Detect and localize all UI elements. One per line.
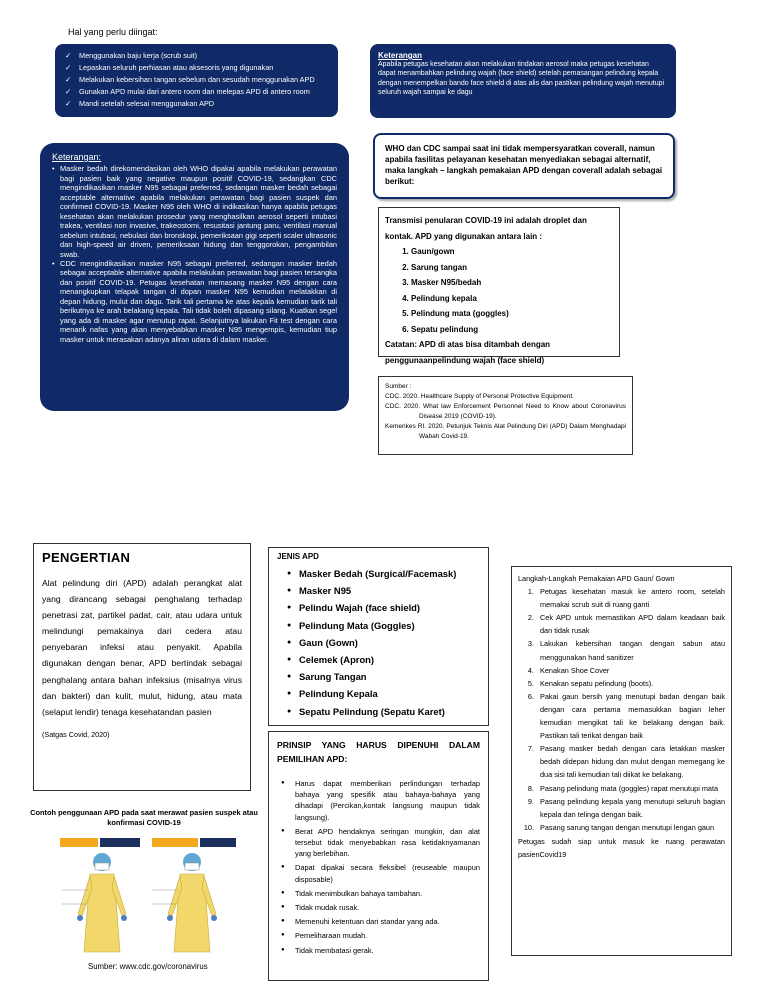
gown-step: 3. Lakukan kebersihan tangan dengan sabun atau menggunakan hand sanitizer <box>536 637 725 663</box>
gown-steps-title: Langkah-Langkah Pemakaian APD Gaun/ Gown <box>518 574 675 583</box>
apd-type-item: ● Sepatu Pelindung (Sepatu Karet) <box>287 703 480 720</box>
gown-step: 4. Kenakan Shoe Cover <box>536 664 725 677</box>
apd-list-item: 1. Gaun/gown <box>411 244 613 260</box>
source-entry: CDC. 2020. Healthcare Supply of Personal Protective Equipment. <box>385 393 574 400</box>
checklist-item: ✓ Melakukan kebersihan tangan sebelum dan sesudah menggunakan APD <box>65 74 328 86</box>
transmission-note: Catatan: APD di atas bisa ditambah dengan penggunaanpelindung wajah (face shield) <box>385 340 551 365</box>
principles-title: PRINSIP YANG HARUS DIPENUHI DALAM PEMILIHAN APD: <box>277 740 480 764</box>
mask-note-item: • CDC mengindikasikan masker N95 sebagai preferred, sedangan masker bedah sebagai acceptable alternative apabila melakukan perawatan bagi pasien tersangka dan positif COVID-19. Petugas kesehatan memasang masker N95 dengan cara menangkupkan telapak tangan di dopan masker N95 kemudian melatakkan di depan hidung, mulut dan dagu. Tarik tali pertama ke atas kepala kemudian tarik tali berikutnya ke arah belakang kepala. Tali tidak boleh dipasang silang. Kuatkan segel yang ada di masker agar menutup rapat. Selanjutnya lakukan Fit test dengan cara menarik nafas yang akan menyebabkan masker N95 mengempis, kemudian tiup masker untuk merasakan adanya aliran udara di dalam masker. <box>52 259 337 344</box>
apd-types-list <box>277 565 480 720</box>
definition-title: PENGERTIAN <box>42 550 131 565</box>
gown-step: 9. Pasang pelindung kepala yang menutupi seluruh bagian kepala dan telinga dengan baik. <box>536 795 725 821</box>
example-caption: Contoh penggunaan APD pada saat merawat pasien suspek atau konfirmasi COVID-19 <box>30 808 258 827</box>
principle-item: ● Tidak membatasi gerak. <box>281 945 480 956</box>
note-text: Apabila petugas kesehatan akan melakukan tindakan aerosol maka petugas kesehatan dapat menambahkan pelindung wajah (face shield) setelah pemasangan pelindung kepala dengan menempelkan bando face shield di atas alis dan pastikan pelindung wajah menutupi seluruh wajah sampai ke dagu <box>378 61 665 96</box>
principle-item: ● Dapat dipakai secara fleksibel (reuseable maupun disposable) <box>281 862 480 884</box>
gown-step: 1. Petugas kesehatan masuk ke antero room, setelah memakai scrub suit di ruang ganti <box>536 585 725 611</box>
checklist-item: ✓ Menggunakan baju kerja (scrub suit) <box>65 50 328 62</box>
face-shield-note-box <box>370 44 676 118</box>
sources-box <box>378 376 633 455</box>
transmission-box <box>378 207 620 365</box>
apd-list-item: 4. Pelindung kepala <box>411 291 613 307</box>
gown-step: 10. Pasang sarung tangan dengan menutupi lengan gaun <box>536 821 725 834</box>
principle-item: ● Memenuhi ketentuan dari standar yang ada. <box>281 916 480 927</box>
apd-list <box>385 244 613 337</box>
image-source: Sumber: www.cdc.gov/coronavirus <box>88 962 208 971</box>
checklist-item: ✓ Gunakan APD mulai dari antero room dan melepas APD di antero room <box>65 86 328 98</box>
reminder-checklist-box <box>55 44 338 117</box>
apd-list-item: 3. Masker N95/bedah <box>411 275 613 291</box>
source-entry: CDC. 2020. What law Enforcement Personnel Need to Know about Coronavirus Disease 2019 (COVID-19). <box>385 403 626 420</box>
gown-steps-box <box>511 566 732 956</box>
apd-type-item: ● Pelindung Mata (Goggles) <box>287 617 480 634</box>
gown-step: 6. Pakai gaun bersih yang menutupi badan dengan baik dengan cara pertama memasukkan bagian leher kemudian mengikat tali ke belakang dengan baik. Pastikan tali terikat dengan baik <box>536 690 725 742</box>
gown-steps-list <box>518 585 725 834</box>
reminder-heading: Hal yang perlu diingat: <box>68 27 158 37</box>
apd-type-item: ● Masker N95 <box>287 582 480 599</box>
apd-list-item: 2. Sarung tangan <box>411 260 613 276</box>
ppe-figure-right <box>152 838 236 952</box>
ppe-figure-left <box>60 838 140 952</box>
transmission-intro: Transmisi penularan COVID-19 ini adalah droplet dan kontak. APD yang digunakan antara lain : <box>385 216 587 241</box>
mask-note-list <box>52 164 337 344</box>
apd-type-item: ● Masker Bedah (Surgical/Facemask) <box>287 565 480 582</box>
note-title: Keterangan <box>378 51 423 60</box>
gown-step: 2. Cek APD untuk memastikan APD dalam keadaan baik dan tidak rusak <box>536 611 725 637</box>
gown-step: 7. Pasang masker bedah dengan cara letakkan masker bedah didepan hidung dan mulut dengan memegang ke dua sisi tali kemudian tali diikat ke belakang. <box>536 742 725 781</box>
apd-type-item: ● Pelindung Kepala <box>287 685 480 702</box>
principle-item: ● Harus dapat memberikan perlindungan terhadap bahaya yang spesifik atau bahaya-bahaya yang dihadapi (Percikan,kontak langsung maupun tidak langsung). <box>281 778 480 823</box>
definition-citation: (Satgas Covid, 2020) <box>42 729 110 739</box>
apd-type-item: ● Gaun (Gown) <box>287 634 480 651</box>
who-cdc-note: WHO dan CDC sampai saat ini tidak mempersyaratkan coverall, namun apabila fasilitas pelayanan kesehatan menyediakan sebagai alternatif, maka langkah – langkah pemakaian APD dengan coverall adalah sebagai berikut: <box>373 133 675 199</box>
reminder-checklist <box>65 50 328 110</box>
principles-box <box>268 731 489 981</box>
ppe-illustration <box>60 834 240 956</box>
apd-type-item: ● Pelindu Wajah (face shield) <box>287 599 480 616</box>
principle-item: ● Tidak mudak rusak. <box>281 902 480 913</box>
apd-list-item: 6. Sepatu pelindung <box>411 322 613 338</box>
apd-type-item: ● Sarung Tangan <box>287 668 480 685</box>
apd-type-item: ● Celemek (Apron) <box>287 651 480 668</box>
principles-list <box>277 778 480 956</box>
sources-label: Sumber : <box>385 383 412 390</box>
apd-types-title: JENIS APD <box>277 552 319 561</box>
checklist-item: ✓ Mandi setelah selesai menggunakan APD <box>65 98 328 110</box>
principle-item: ● Pemeliharaan mudah. <box>281 930 480 941</box>
note-title: Keterangan: <box>52 152 102 162</box>
gown-steps-closing: Petugas sudah siap untuk masuk ke ruang perawatan pasienCovid19 <box>518 836 725 859</box>
gown-step: 5. Kenakan sepatu pelindung (boots). <box>536 677 725 690</box>
principle-item: ● Tidak menimbulkan bahaya tambahan. <box>281 888 480 899</box>
mask-note-box <box>40 143 349 411</box>
definition-body: Alat pelindung diri (APD) adalah perangkat alat yang dirancang sebagai penghalang terhadap penetrasi zat, partikel padat, cair, atau udara untuk melindungi pemakainya dari cedera atau penyebaran infeksi atau penyakit. Apabila digunakan dengan benar, APD bertindak sebagai penghalang antara bahan infeksius (misalnya virus dan bakteri) dan kulit, mulut, hidung, atau mata (selaput lendir) tenaga kesehatandan pasien <box>42 578 242 717</box>
definition-box <box>33 543 251 791</box>
source-entry: Kemenkes RI. 2020. Petunjuk Teknis Alat Pelindung Diri (APD) Dalam Menghadapi Wabah Covid-19. <box>385 423 626 440</box>
principle-item: ● Berat APD hendaknya seringan mungkin, dan alat tersebut tidak menyebabkan rasa ketidaknyamanan yang berlebihan. <box>281 826 480 860</box>
gown-step: 8. Pasang pelindung mata (goggles) rapat menutupi mata <box>536 782 725 795</box>
checklist-item: ✓ Lepaskan seluruh perhiasan atau aksesoris yang digunakan <box>65 62 328 74</box>
mask-note-item: • Masker bedah direkomendasikan oleh WHO dipakai apabila melakukan perawatan bagi pasien baik yang negative maupun positif COVID-19, sedangkan CDC mengindikasikan masker N95 sebagai preferred, sedangan masker bedah sebagai acceptable alternative apabila melakukan perawatan bagi pasien suspek dan confirmed COVID-19. Masker N95 oleh WHO di indikasikan hanya apabila petugas kesehatan akan melakukan prosedur yang menghasilkan aerosol seperti intubasi trakea, ventilasi non invasive, trakeostomi, resusitasi jantung paru, ventilasi manual sebelum intubasi, nebulasi dan bronskopi, pemeriksaan gigi seperti scaler ultrasonic dan high-speed air driven, pemeriksaan hidung dan tenggorokan, pengambilan swab. <box>52 164 337 259</box>
apd-types-box <box>268 547 489 726</box>
apd-list-item: 5. Pelindung mata (goggles) <box>411 306 613 322</box>
